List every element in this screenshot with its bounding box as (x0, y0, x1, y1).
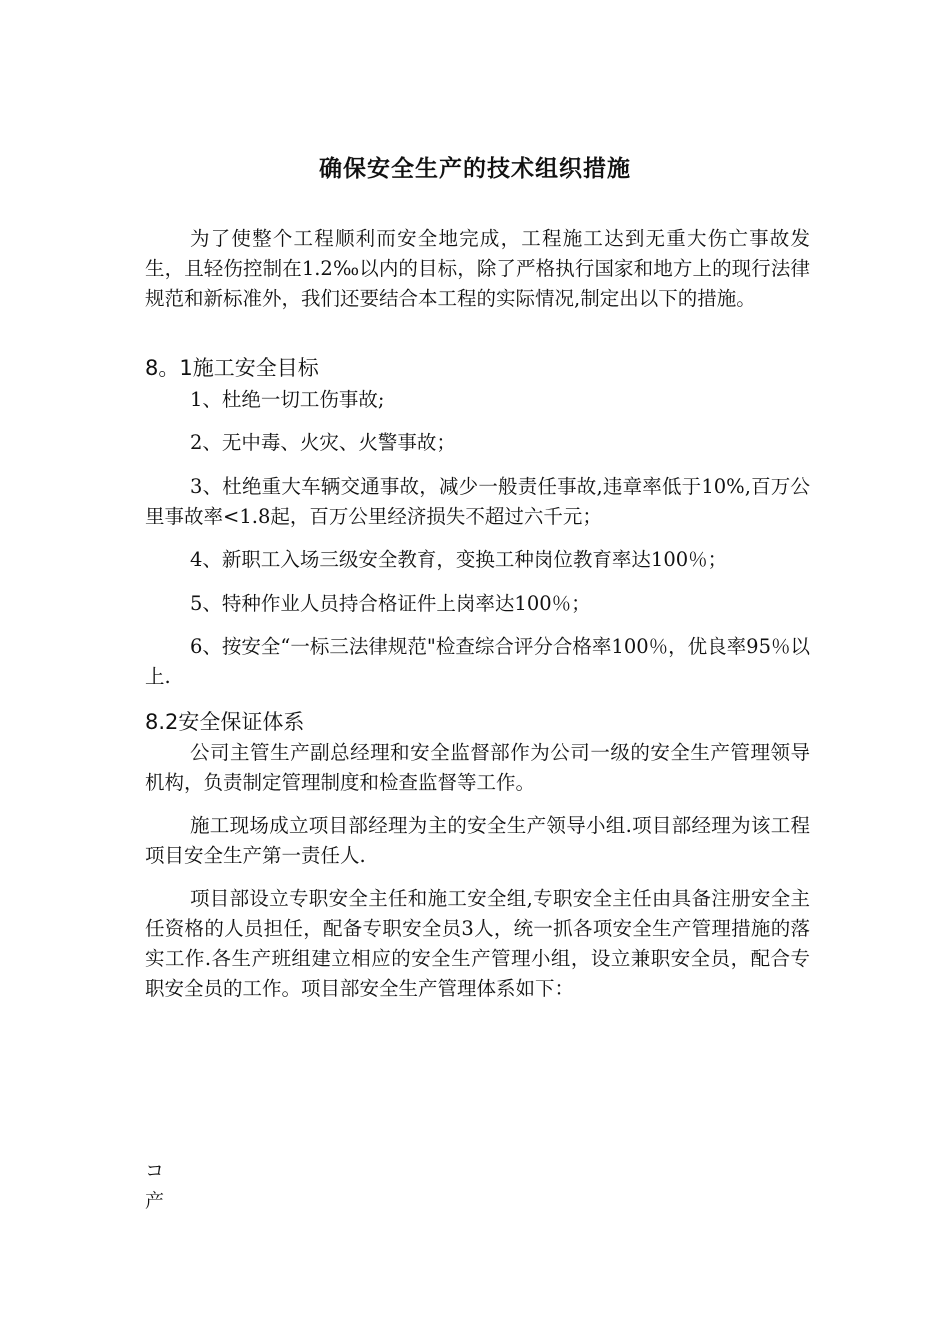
goal-item-3: 3、杜绝重大车辆交通事故，减少一般责任事故,违章率低于10%,百万公里事故率<1.8起，百万公里经济损失不超过六千元； (145, 475, 810, 528)
system-paragraph-2: 施工现场成立项目部经理为主的安全生产领导小组.项目部经理为该工程项目安全生产第一责任人. (145, 814, 810, 867)
goal-item-5: 5、特种作业人员持合格证件上岗率达100％； (190, 592, 591, 615)
system-paragraph-3: 项目部设立专职安全主任和施工安全组,专职安全主任由具备注册安全主任资格的人员担任，配备专职安全员3人，统一抓各项安全生产管理措施的落实工作.各生产班组建立相应的安全生产管理小组，设立兼职安全员，配合专职安全员的工作。项目部安全生产管理体系如下： (145, 887, 810, 1000)
goal-item-1: 1、杜绝一切工伤事故; (190, 388, 385, 411)
section-heading-safety-system: 8.2安全保证体系 (145, 710, 305, 734)
section-heading-safety-goals: 8。1施工安全目标 (145, 356, 319, 380)
goal-item-4: 4、新职工入场三级安全教育，变换工种岗位教育率达100％； (190, 548, 728, 571)
system-paragraph-1: 公司主管生产副总经理和安全监督部作为公司一级的安全生产管理领导机构，负责制定管理制度和检查监督等工作。 (145, 741, 810, 794)
document-title: 确保安全生产的技术组织措施 (319, 156, 631, 182)
goal-item-6: 6、按安全“一标三法律规范"检查综合评分合格率100％，优良率95％以上. (145, 635, 810, 688)
goal-item-2: 2、无中毒、火灾、火警事故； (190, 431, 456, 454)
intro-paragraph: 为了使整个工程顺利而安全地完成，工程施工达到无重大伤亡事故发生，且轻伤控制在1.2‰以内的目标，除了严格执行国家和地方上的现行法律规范和新标准外，我们还要结合本工程的实际情况,制定出以下的措施。 (145, 227, 810, 310)
text-fragment-1: コ (145, 1160, 165, 1182)
text-fragment-2: 产 (145, 1190, 165, 1212)
